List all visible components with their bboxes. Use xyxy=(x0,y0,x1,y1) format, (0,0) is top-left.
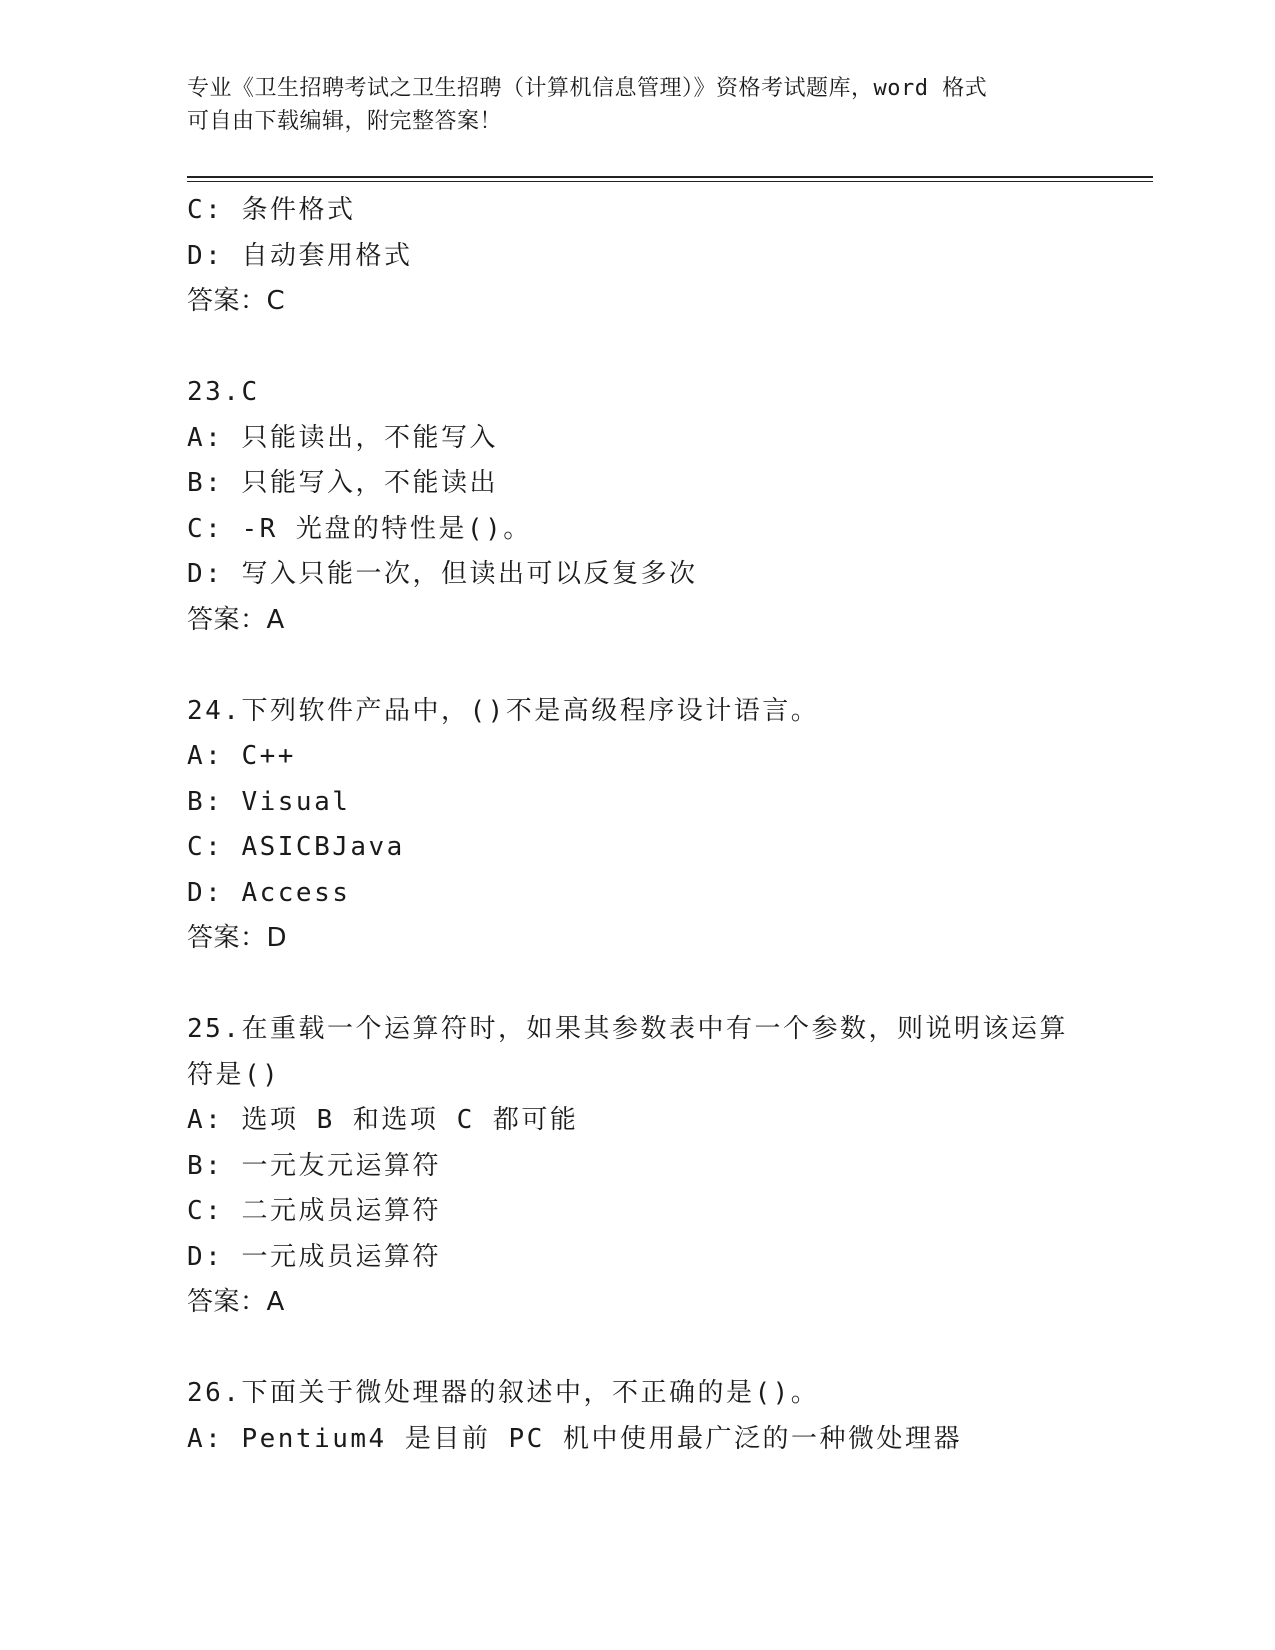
header-divider-thick xyxy=(187,176,1153,178)
question-title: 23.C xyxy=(187,377,260,407)
spacer xyxy=(187,643,1087,689)
question-24 xyxy=(187,689,1087,962)
option-a: A: 选项 B 和选项 C 都可能 xyxy=(187,1105,579,1135)
spacer xyxy=(187,325,1087,371)
option-d: D: Access xyxy=(187,877,351,908)
question-title-line-2: 符是() xyxy=(187,1059,281,1090)
question-title: 26.下面关于微处理器的叙述中，不正确的是()。 xyxy=(187,1378,820,1408)
spacer xyxy=(187,1326,1087,1372)
answer-line: 答案：D xyxy=(187,923,288,953)
option-c: C: ASICBJava xyxy=(187,832,405,862)
option-a: A: Pentium4 是目前 PC 机中使用最广泛的一种微处理器 xyxy=(187,1423,962,1454)
question-list xyxy=(187,188,1087,1462)
header-line-1: 专业《卫生招聘考试之卫生招聘（计算机信息管理）》资格考试题库，word 格式 xyxy=(187,76,988,101)
option-b: B: 一元友元运算符 xyxy=(187,1150,441,1181)
option-a: A: C++ xyxy=(187,741,296,771)
option-d: D: 一元成员运算符 xyxy=(187,1241,441,1272)
question-title: 24.下列软件产品中，()不是高级程序设计语言。 xyxy=(187,695,820,726)
option-d: D: 写入只能一次，但读出可以反复多次 xyxy=(187,559,698,589)
answer-line: 答案：A xyxy=(187,604,285,635)
question-23 xyxy=(187,370,1087,643)
option-b: B: 只能写入，不能读出 xyxy=(187,468,498,498)
option-b: B: Visual xyxy=(187,786,351,817)
option-c: C: -R 光盘的特性是()。 xyxy=(187,513,532,544)
option-c: C: 二元成员运算符 xyxy=(187,1196,441,1226)
question-26 xyxy=(187,1371,1087,1462)
option-d: D: 自动套用格式 xyxy=(187,240,413,271)
header-line-2: 可自由下载编辑，附完整答案！ xyxy=(187,109,503,134)
option-a: A: 只能读出，不能写入 xyxy=(187,422,498,453)
option-c: C: 条件格式 xyxy=(187,195,356,225)
header-divider-thin xyxy=(187,181,1153,182)
answer-line: 答案：A xyxy=(187,1287,285,1317)
spacer xyxy=(187,962,1087,1008)
question-title-line-1: 25.在重载一个运算符时，如果其参数表中有一个参数，则说明该运算 xyxy=(187,1014,1068,1044)
question-25 xyxy=(187,1007,1087,1326)
document-header xyxy=(187,72,1087,138)
question-22 xyxy=(187,188,1087,325)
answer-line: 答案：C xyxy=(187,286,286,316)
